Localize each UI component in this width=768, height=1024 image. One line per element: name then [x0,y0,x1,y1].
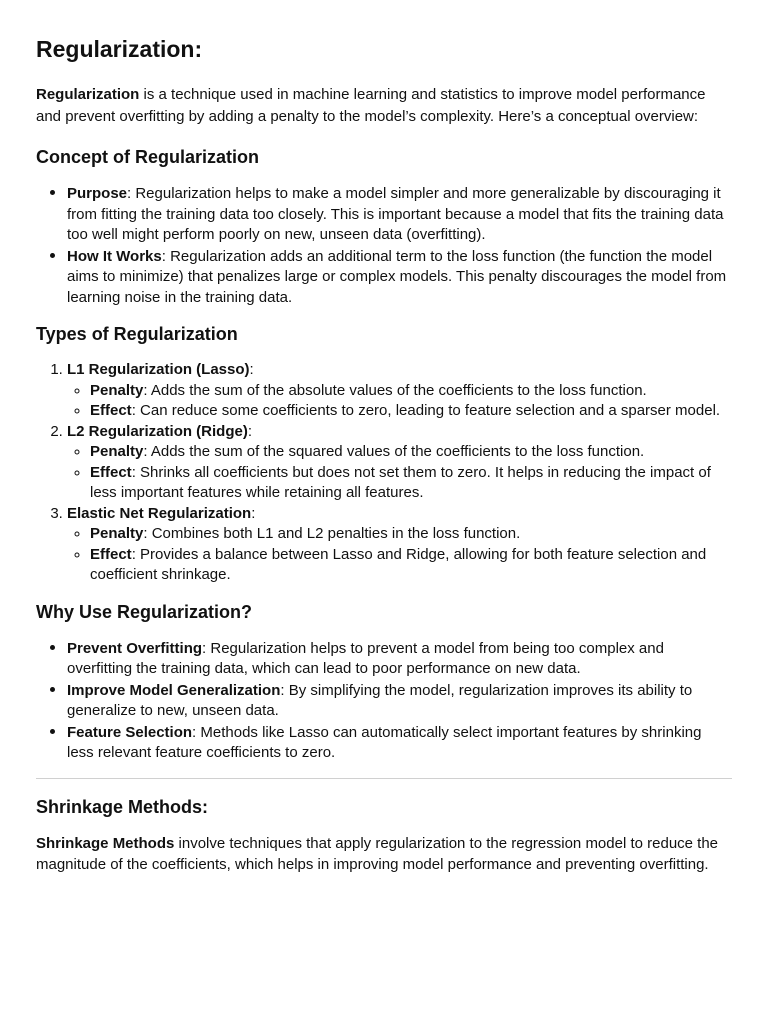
item-text: : Provides a balance between Lasso and Ridge, allowing for both feature selection and coefficient shrinkage. [90,545,707,583]
item-text: : Adds the sum of the squared values of the coefficients to the loss function. [143,443,645,460]
item-term: Effect [90,402,132,419]
shrinkage-text: involve techniques that apply regularization to the regression model to reduce the magnitude of the coefficients, which helps in improving model performance and preventing overfitting. [36,834,719,873]
shrinkage-heading: Shrinkage Methods: [36,796,209,817]
shrinkage-term: Shrinkage Methods [36,834,175,852]
why-heading: Why Use Regularization? [36,601,253,622]
item-term: Penalty [90,443,144,460]
item-text: : Combines both L1 and L2 penalties in the loss function. [143,525,521,542]
list-item [67,422,732,504]
sub-list-item [90,401,732,422]
list-item [67,246,732,309]
section-divider [36,778,732,779]
sub-list-item [90,381,732,402]
list-item [67,722,732,764]
item-text: : Shrinks all coefficients but does not set them to zero. It helps in reducing the impact of less important features while retaining all features. [90,463,711,501]
types-heading: Types of Regularization [36,324,238,344]
list-item [67,680,732,722]
item-suffix: : [247,422,253,440]
list-item [67,360,732,422]
sub-list [67,524,732,586]
page-title: Regularization: [36,36,203,62]
item-text: : Regularization helps to make a model simpler and more generalizable by discouraging it from fitting the training data too closely. This is important because a model that fits the training data too well might perform poorly on new, unseen data (overfitting). [67,185,724,243]
item-suffix: : [251,504,256,522]
sub-list-item [90,545,732,586]
item-text: : Regularization adds an additional term to the loss function (the function the model aims to minimize) that penalizes large or complex models. This penalty discourages the model from learning noise in the training data. [67,247,727,306]
item-term: How It Works [67,247,162,265]
why-list [36,638,732,764]
item-text: : Methods like Lasso can automatically select important features by shrinking less relevant feature coefficients to zero. [67,723,702,761]
item-term: Elastic Net Regularization [67,504,252,522]
intro-term: Regularization [36,86,140,103]
list-item [67,504,732,586]
item-text: : Regularization helps to prevent a model from being too complex and overfitting the training data, which can lead to poor performance on new data. [67,639,664,677]
item-term: L2 Regularization (Ridge) [67,422,248,440]
item-term: Effect [90,545,132,563]
intro-paragraph [36,84,732,127]
sub-list-item [90,524,732,545]
list-item [67,183,732,246]
item-term: Effect [90,463,132,481]
item-term: Prevent Overfitting [67,639,203,657]
concept-heading: Concept of Regularization [36,147,260,167]
sub-list-item [90,442,732,463]
types-list [36,360,732,586]
sub-list-item [90,463,732,504]
item-term: L1 Regularization (Lasso) [67,361,250,378]
item-text: : By simplifying the model, regularization improves its ability to generalize to new, unseen data. [67,681,693,719]
item-text: : Adds the sum of the absolute values of the coefficients to the loss function. [143,381,647,399]
item-term: Penalty [90,525,144,542]
shrinkage-paragraph [36,833,732,876]
item-suffix: : [249,361,254,378]
item-term: Penalty [90,381,144,399]
item-term: Improve Model Generalization [67,681,281,699]
list-item [67,638,732,680]
concept-list [36,183,732,308]
sub-list [67,381,732,422]
item-term: Feature Selection [67,723,193,741]
item-term: Purpose [67,185,128,202]
item-text: : Can reduce some coefficients to zero, leading to feature selection and a sparser model. [131,402,721,419]
intro-text: is a technique used in machine learning and statistics to improve model performance and prevent overfitting by adding a penalty to the model’s complexity. Here’s a conceptual overview: [36,86,706,125]
sub-list [67,442,732,504]
